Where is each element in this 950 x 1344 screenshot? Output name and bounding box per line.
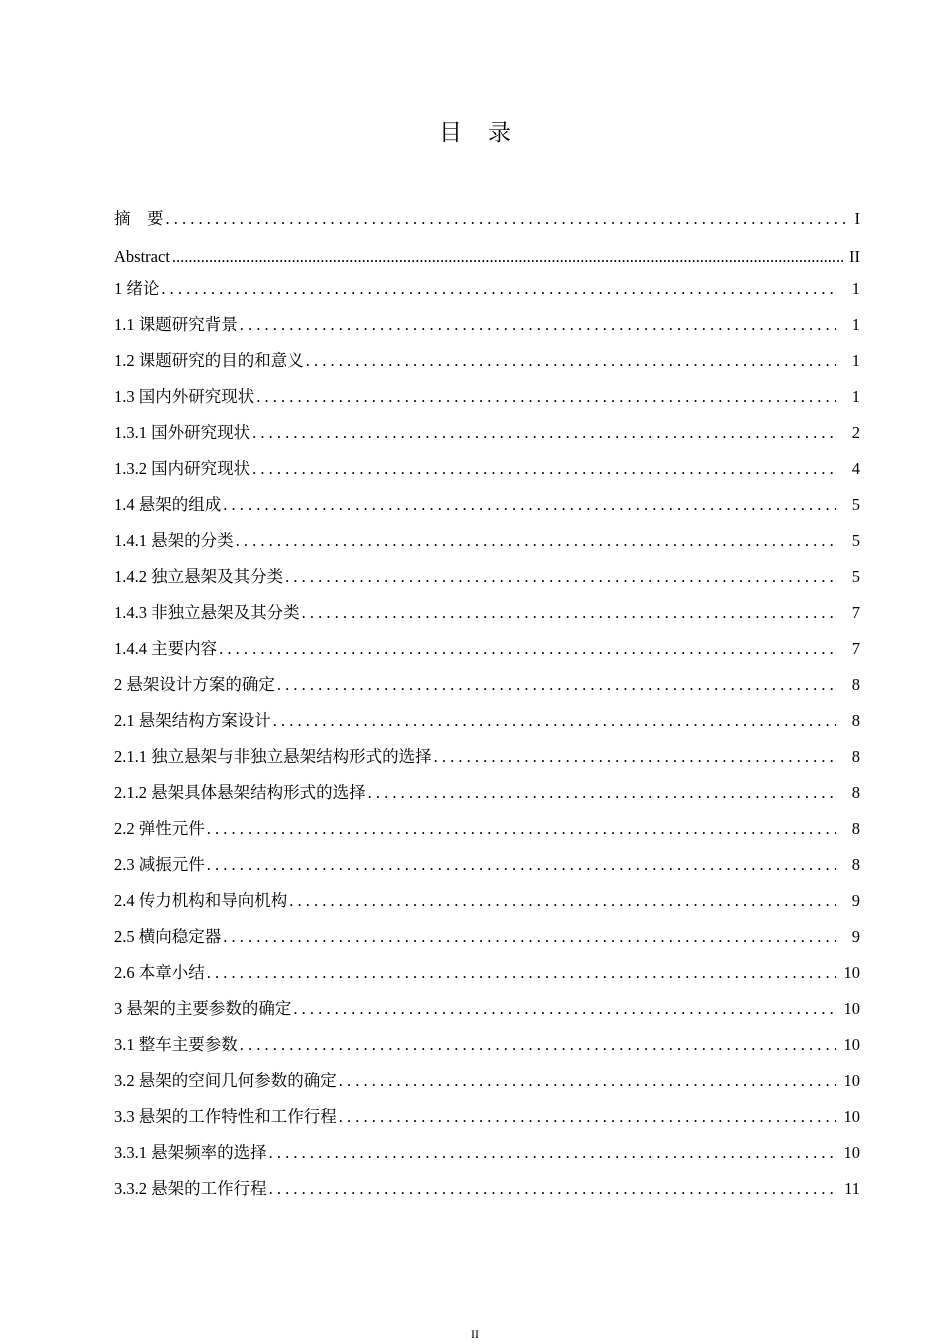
toc-entry-page: 1 (851, 387, 860, 406)
dot-leader (219, 636, 836, 662)
toc-entry-page: 8 (851, 855, 860, 874)
dot-leader (252, 456, 836, 482)
toc-entry-page: 11 (844, 1179, 860, 1198)
toc-entry[interactable] (114, 1104, 860, 1140)
toc-entry[interactable] (114, 1176, 860, 1212)
toc-entry-page: 9 (851, 891, 860, 910)
toc-entry-page: 10 (843, 1071, 860, 1090)
toc-entry[interactable] (114, 528, 860, 564)
toc-entry-label[interactable]: 2.1.2 悬架具体悬架结构形式的选择 (114, 783, 366, 802)
toc-entry-page: 8 (851, 747, 860, 766)
dot-leader (269, 1140, 836, 1166)
toc-entry-label[interactable]: 2.5 横向稳定器 (114, 927, 222, 946)
toc-entry[interactable] (114, 244, 860, 276)
toc-entry[interactable] (114, 960, 860, 996)
toc-entry[interactable] (114, 492, 860, 528)
toc-entry[interactable] (114, 1068, 860, 1104)
toc-entry-label[interactable]: 2.2 弹性元件 (114, 819, 205, 838)
dot-leader (368, 780, 836, 806)
toc-entry-page: 9 (851, 927, 860, 946)
toc-entry-label[interactable]: 3.1 整车主要参数 (114, 1035, 238, 1054)
toc-entry-page: 1 (851, 279, 860, 298)
toc-entry-label[interactable]: Abstract (114, 247, 170, 266)
toc-entry[interactable] (114, 636, 860, 672)
toc-entry-page: I (854, 209, 860, 228)
toc-entry-label[interactable]: 3.3.1 悬架频率的选择 (114, 1143, 267, 1162)
toc-entry-page: II (849, 247, 860, 266)
page-number-footer: II (471, 1327, 479, 1341)
toc-entry[interactable] (114, 384, 860, 420)
dot-leader (207, 960, 836, 986)
toc-entry-label[interactable]: 3 悬架的主要参数的确定 (114, 999, 292, 1018)
toc-entry-page: 1 (851, 351, 860, 370)
toc-entry[interactable] (114, 348, 860, 384)
toc-entry-page: 2 (851, 423, 860, 442)
toc-entry[interactable] (114, 600, 860, 636)
toc-entry-page: 8 (851, 711, 860, 730)
toc-entry[interactable] (114, 672, 860, 708)
dot-leader (236, 528, 836, 554)
toc-entry[interactable] (114, 276, 860, 312)
toc-entry-label[interactable]: 摘 要 (114, 209, 164, 228)
toc-entry-label[interactable]: 1.4.2 独立悬架及其分类 (114, 567, 284, 586)
table-of-contents (114, 206, 860, 1212)
dot-leader (302, 600, 836, 626)
dot-leader (252, 420, 836, 446)
toc-entry-label[interactable]: 3.3.2 悬架的工作行程 (114, 1179, 267, 1198)
toc-entry-page: 1 (851, 315, 860, 334)
dot-leader (339, 1104, 836, 1130)
toc-entry-page: 7 (851, 603, 860, 622)
toc-entry-label[interactable]: 1.4.3 非独立悬架及其分类 (114, 603, 300, 622)
toc-entry-page: 8 (851, 675, 860, 694)
dot-leader (172, 244, 843, 270)
toc-entry-page: 10 (843, 963, 860, 982)
dot-leader (269, 1176, 836, 1202)
toc-entry-label[interactable]: 1.3.1 国外研究现状 (114, 423, 251, 442)
dot-leader (223, 492, 836, 518)
dot-leader (161, 276, 836, 302)
toc-entry-page: 10 (843, 1143, 860, 1162)
toc-entry[interactable] (114, 816, 860, 852)
toc-entry-label[interactable]: 1 绪论 (114, 279, 160, 298)
toc-entry-label[interactable]: 2 悬架设计方案的确定 (114, 675, 275, 694)
dot-leader (306, 348, 836, 374)
page-title: 目录 (439, 120, 537, 146)
dot-leader (207, 816, 836, 842)
dot-leader (434, 744, 836, 770)
dot-leader (240, 1032, 836, 1058)
toc-entry[interactable] (114, 708, 860, 744)
toc-entry[interactable] (114, 888, 860, 924)
toc-entry-page: 8 (851, 783, 860, 802)
toc-entry-page: 10 (843, 999, 860, 1018)
toc-entry[interactable] (114, 780, 860, 816)
toc-entry[interactable] (114, 456, 860, 492)
toc-entry-label[interactable]: 2.4 传力机构和导向机构 (114, 891, 288, 910)
toc-entry-page: 7 (851, 639, 860, 658)
toc-entry-label[interactable]: 2.1.1 独立悬架与非独立悬架结构形式的选择 (114, 747, 432, 766)
dot-leader (240, 312, 836, 338)
toc-entry[interactable] (114, 206, 860, 244)
toc-entry-page: 4 (851, 459, 860, 478)
toc-entry-label[interactable]: 2.3 减振元件 (114, 855, 205, 874)
toc-entry[interactable] (114, 1032, 860, 1068)
toc-entry-page: 5 (851, 531, 860, 550)
toc-entry-label[interactable]: 1.3.2 国内研究现状 (114, 459, 251, 478)
toc-entry-label[interactable]: 3.2 悬架的空间几何参数的确定 (114, 1071, 337, 1090)
dot-leader (223, 924, 836, 950)
toc-entry-label[interactable]: 2.1 悬架结构方案设计 (114, 711, 271, 730)
toc-entry-label[interactable]: 1.3 国内外研究现状 (114, 387, 255, 406)
toc-entry-label[interactable]: 1.1 课题研究背景 (114, 315, 238, 334)
dot-leader (166, 206, 849, 232)
toc-entry-page: 10 (843, 1035, 860, 1054)
dot-leader (207, 852, 836, 878)
toc-entry[interactable] (114, 312, 860, 348)
toc-entry[interactable] (114, 924, 860, 960)
dot-leader (293, 996, 836, 1022)
dot-leader (339, 1068, 836, 1094)
toc-entry[interactable] (114, 852, 860, 888)
toc-entry-page: 5 (851, 567, 860, 586)
toc-entry-page: 8 (851, 819, 860, 838)
toc-entry-page: 5 (851, 495, 860, 514)
toc-entry-label[interactable]: 2.6 本章小结 (114, 963, 205, 982)
toc-entry[interactable] (114, 420, 860, 456)
dot-leader (277, 672, 836, 698)
toc-entry-label[interactable]: 1.4.4 主要内容 (114, 639, 218, 658)
toc-entry[interactable] (114, 564, 860, 600)
toc-entry-label[interactable]: 1.2 课题研究的目的和意义 (114, 351, 304, 370)
toc-entry[interactable] (114, 1140, 860, 1176)
dot-leader (285, 564, 836, 590)
toc-entry-label[interactable]: 1.4.1 悬架的分类 (114, 531, 234, 550)
toc-entry-label[interactable]: 3.3 悬架的工作特性和工作行程 (114, 1107, 337, 1126)
toc-entry-label[interactable]: 1.4 悬架的组成 (114, 495, 222, 514)
toc-entry-page: 10 (843, 1107, 860, 1126)
dot-leader (273, 708, 836, 734)
dot-leader (289, 888, 836, 914)
dot-leader (256, 384, 836, 410)
toc-entry[interactable] (114, 996, 860, 1032)
toc-entry[interactable] (114, 744, 860, 780)
